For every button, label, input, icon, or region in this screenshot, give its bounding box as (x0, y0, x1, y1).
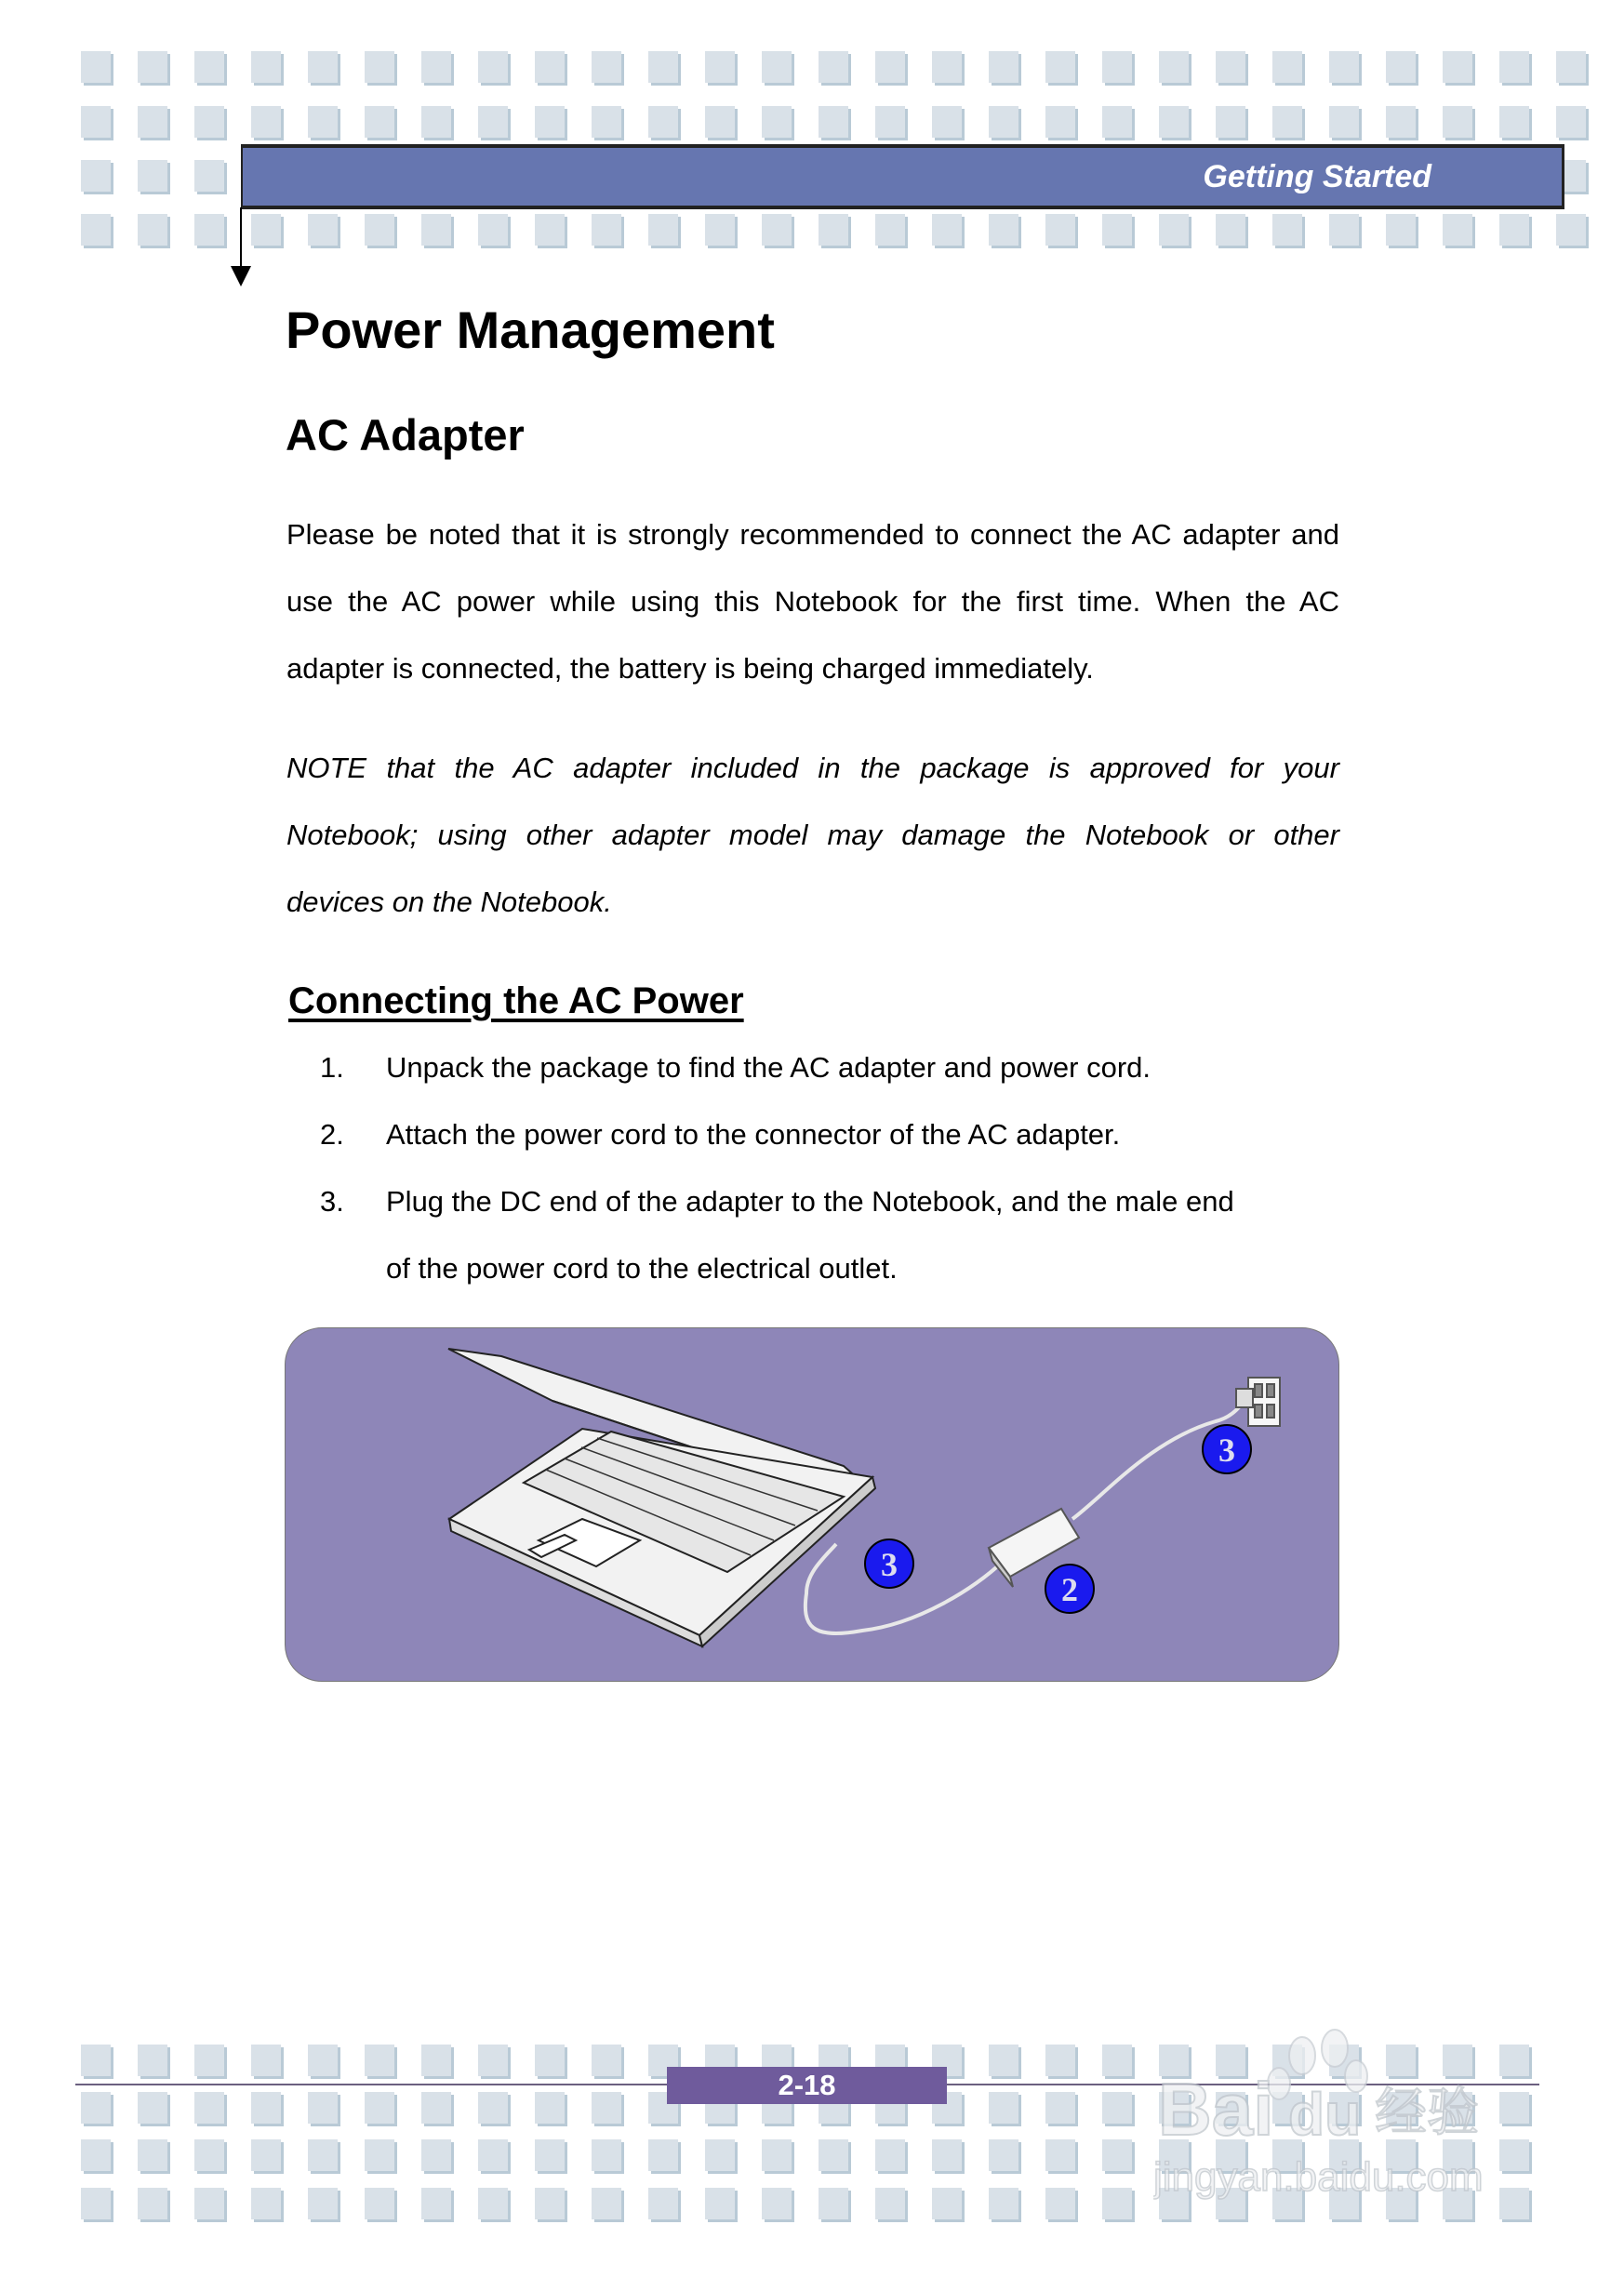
text-line: devices on the Notebook. (286, 886, 612, 918)
decorative-tile (81, 2188, 111, 2219)
decorative-tile (194, 214, 224, 246)
decorative-tile (592, 2045, 621, 2076)
text-line: Please be noted that it is strongly recommended to connect the AC adapter and (286, 518, 1339, 551)
decorative-tile (365, 106, 394, 138)
decorative-tile (819, 106, 848, 138)
decorative-tile (705, 2139, 735, 2171)
decorative-tile (421, 214, 451, 246)
decorative-tile (989, 2188, 1018, 2219)
decorative-tile (535, 2092, 565, 2124)
decorative-tile (194, 2139, 224, 2171)
decorative-tile (762, 106, 792, 138)
text-line: adapter is connected, the battery is being charged immediately. (286, 652, 1094, 685)
decorative-tile (989, 51, 1018, 83)
step-badge (1045, 1565, 1094, 1613)
decorative-tile (1045, 2092, 1075, 2124)
decorative-tile (1102, 2188, 1132, 2219)
decorative-tile (762, 2139, 792, 2171)
decorative-tile (592, 214, 621, 246)
decorative-tile (1045, 51, 1075, 83)
decorative-tile (989, 214, 1018, 246)
decorative-tile (421, 106, 451, 138)
svg-text:du: du (1288, 2081, 1362, 2148)
decorative-tile (138, 106, 167, 138)
decorative-tile (1386, 106, 1416, 138)
decorative-tile (194, 106, 224, 138)
decorative-tile (989, 106, 1018, 138)
decorative-tile (1499, 51, 1529, 83)
decorative-tile (421, 2045, 451, 2076)
decorative-tile (1159, 106, 1189, 138)
decorative-tile (1102, 51, 1132, 83)
decorative-tile (1102, 106, 1132, 138)
decorative-tile (989, 2092, 1018, 2124)
decorative-tile (1443, 106, 1472, 138)
decorative-tile (1159, 51, 1189, 83)
decorative-tile (648, 2139, 678, 2171)
chapter-header-bar (241, 144, 1564, 209)
decorative-tile (819, 214, 848, 246)
decorative-tile (81, 106, 111, 138)
decorative-tile (421, 51, 451, 83)
decorative-tile (308, 2139, 338, 2171)
decorative-tile (1329, 106, 1359, 138)
step-text: Plug the DC end of the adapter to the Notebook, and the male end (386, 1185, 1234, 1218)
decorative-tile (1045, 2188, 1075, 2219)
decorative-tile (421, 2188, 451, 2219)
decorative-tile (705, 106, 735, 138)
decorative-tile (194, 2092, 224, 2124)
decorative-tile (875, 51, 905, 83)
wall-outlet-icon (1236, 1378, 1280, 1426)
arrow-line (240, 207, 242, 268)
decorative-tile (251, 2092, 281, 2124)
page-title: Power Management (286, 300, 775, 359)
decorative-tile (535, 2139, 565, 2171)
decorative-tile (251, 51, 281, 83)
decorative-tile (138, 2045, 167, 2076)
decorative-tile (592, 2092, 621, 2124)
chapter-title: Getting Started (1203, 159, 1431, 194)
decorative-tile (1499, 214, 1529, 246)
decorative-tile (81, 2045, 111, 2076)
decorative-tile (194, 2188, 224, 2219)
decorative-tile (81, 2092, 111, 2124)
decorative-tile (1045, 2045, 1075, 2076)
decorative-tile (1272, 106, 1302, 138)
page-number: 2-18 (667, 2067, 947, 2104)
decorative-tile (592, 106, 621, 138)
decorative-tile (138, 2188, 167, 2219)
decorative-tile (308, 51, 338, 83)
decorative-tile (932, 2188, 962, 2219)
svg-text:3: 3 (881, 1546, 898, 1583)
decorative-tile (138, 2139, 167, 2171)
ac-power-illustration (285, 1327, 1339, 1682)
decorative-tile (1556, 106, 1586, 138)
decorative-tile (875, 106, 905, 138)
step-number: 1. (320, 1051, 344, 1084)
decorative-tile (932, 51, 962, 83)
decorative-tile (592, 2188, 621, 2219)
decorative-tile (762, 214, 792, 246)
decorative-tile (81, 160, 111, 192)
decorative-tile (1216, 214, 1245, 246)
decorative-tile (81, 214, 111, 246)
decorative-tile (478, 2092, 508, 2124)
decorative-tile (1556, 51, 1586, 83)
text-line: use the AC power while using this Notebook for the first time. When the AC (286, 585, 1339, 618)
decorative-tile (1443, 214, 1472, 246)
decorative-tile (365, 51, 394, 83)
decorative-tile (705, 214, 735, 246)
decorative-tile (365, 2045, 394, 2076)
decorative-tile (592, 2139, 621, 2171)
decorative-tile (1272, 51, 1302, 83)
decorative-tile (478, 214, 508, 246)
decorative-tile (592, 51, 621, 83)
step-number: 2. (320, 1118, 344, 1151)
laptop-icon (448, 1349, 875, 1646)
decorative-tile (421, 2139, 451, 2171)
decorative-tile (251, 106, 281, 138)
intro-paragraph (286, 501, 1339, 702)
decorative-tile (535, 106, 565, 138)
decorative-tile (365, 214, 394, 246)
decorative-tile (308, 214, 338, 246)
decorative-tile (989, 2045, 1018, 2076)
step-number: 3. (320, 1185, 344, 1218)
decorative-tile (875, 2139, 905, 2171)
section-title: AC Adapter (286, 410, 525, 460)
decorative-tile (478, 2045, 508, 2076)
decorative-tile (648, 106, 678, 138)
decorative-tile (1159, 214, 1189, 246)
decorative-tile (81, 51, 111, 83)
decorative-tile (875, 2188, 905, 2219)
step-text: Attach the power cord to the connector of the AC adapter. (386, 1118, 1121, 1151)
decorative-tile (535, 2188, 565, 2219)
note-paragraph (286, 735, 1339, 936)
decorative-tile (1216, 51, 1245, 83)
decorative-tile (705, 2188, 735, 2219)
svg-text:经验: 经验 (1375, 2083, 1479, 2143)
decorative-tile (1216, 106, 1245, 138)
decorative-tile (762, 51, 792, 83)
decorative-tile (932, 106, 962, 138)
decorative-tile (535, 214, 565, 246)
step-badge (865, 1539, 913, 1588)
decorative-tile (308, 2045, 338, 2076)
step-badge (1203, 1425, 1251, 1473)
illustration-svg (286, 1328, 1339, 1682)
decorative-tile (138, 2092, 167, 2124)
decorative-tile (932, 214, 962, 246)
decorative-tile (1329, 51, 1359, 83)
decorative-tile (308, 2092, 338, 2124)
decorative-tile (194, 160, 224, 192)
decorative-tile (421, 2092, 451, 2124)
decorative-tile (1045, 106, 1075, 138)
decorative-tile (251, 2188, 281, 2219)
decorative-tile (308, 106, 338, 138)
decorative-tile (308, 2188, 338, 2219)
decorative-tile (251, 2045, 281, 2076)
subsection-heading: Connecting the AC Power (288, 980, 744, 1021)
decorative-tile (819, 2188, 848, 2219)
svg-text:2: 2 (1061, 1571, 1078, 1608)
decorative-tile (81, 2139, 111, 2171)
decorative-tile (875, 214, 905, 246)
decorative-tile (478, 2188, 508, 2219)
decorative-tile (1556, 214, 1586, 246)
decorative-tile (705, 51, 735, 83)
decorative-tile (1499, 106, 1529, 138)
decorative-tile (648, 214, 678, 246)
decorative-tile (1272, 214, 1302, 246)
decorative-tile (819, 51, 848, 83)
decorative-tile (138, 214, 167, 246)
decorative-tile (138, 160, 167, 192)
decorative-tile (1102, 2045, 1132, 2076)
decorative-tile (535, 51, 565, 83)
decorative-tile (1045, 2139, 1075, 2171)
decorative-tile (535, 2045, 565, 2076)
svg-text:Bai: Bai (1158, 2068, 1274, 2151)
step-text: Unpack the package to find the AC adapter and power cord. (386, 1051, 1151, 1084)
step-text: of the power cord to the electrical outlet. (386, 1252, 898, 1285)
decorative-tile (365, 2092, 394, 2124)
decorative-tile (251, 214, 281, 246)
decorative-tile (989, 2139, 1018, 2171)
decorative-tile (478, 51, 508, 83)
decorative-tile (1386, 51, 1416, 83)
decorative-tile (1443, 51, 1472, 83)
decorative-tile (1102, 2139, 1132, 2171)
decorative-tile (1045, 214, 1075, 246)
svg-text:3: 3 (1218, 1432, 1235, 1469)
decorative-tile (194, 2045, 224, 2076)
text-line: Notebook; using other adapter model may damage the Notebook or other (286, 819, 1339, 851)
decorative-tile (138, 51, 167, 83)
decorative-tile (251, 2139, 281, 2171)
decorative-tile (478, 106, 508, 138)
decorative-tile (365, 2188, 394, 2219)
decorative-tile (932, 2139, 962, 2171)
decorative-tile (1386, 214, 1416, 246)
power-cable (805, 1393, 1248, 1633)
baidu-watermark-logo (1153, 2028, 1544, 2232)
decorative-tile (194, 51, 224, 83)
decorative-tile (762, 2188, 792, 2219)
svg-text:jingyan.baidu.com: jingyan.baidu.com (1153, 2154, 1484, 2200)
decorative-tile (1102, 214, 1132, 246)
decorative-tile (1102, 2092, 1132, 2124)
decorative-tile (648, 2188, 678, 2219)
decorative-tile (478, 2139, 508, 2171)
decorative-tile (365, 2139, 394, 2171)
decorative-tile (1329, 214, 1359, 246)
text-line: NOTE that the AC adapter included in the package is approved for your (286, 752, 1339, 784)
decorative-tile (648, 51, 678, 83)
decorative-tile (819, 2139, 848, 2171)
arrow-down-icon (231, 266, 251, 286)
